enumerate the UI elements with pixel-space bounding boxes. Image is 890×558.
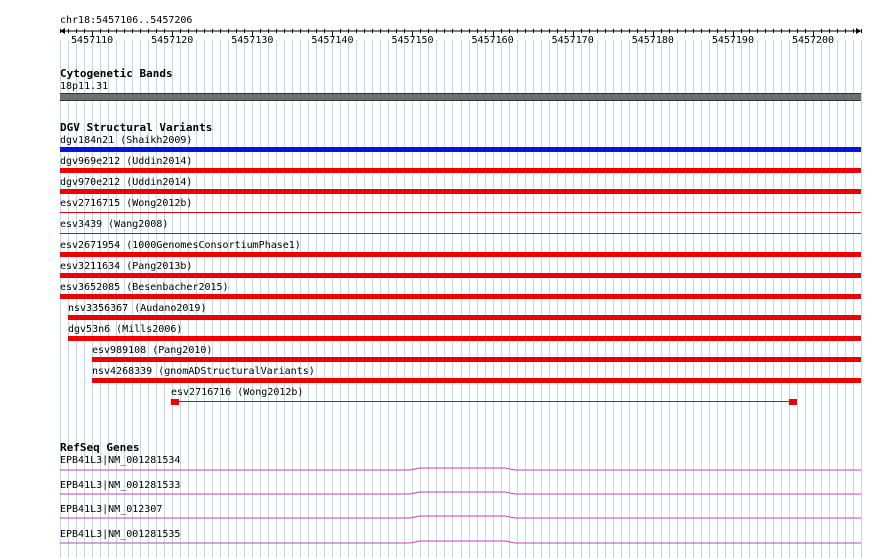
dgv-feature-label: nsv3356367 (Audano2019) [68,303,207,314]
ruler-tick-label: 5457180 [631,35,674,46]
ruler-tick-label: 5457140 [311,35,354,46]
dgv-feature-label: dgv970e212 (Uddin2014) [60,177,193,188]
dgv-track-title: DGV Structural Variants [60,121,213,134]
dgv-feature-label: esv2716716 (Wong2012b) [171,387,304,398]
ruler-tick-label: 5457110 [71,35,114,46]
dgv-feature-label: esv2716715 (Wong2012b) [60,198,193,209]
ruler-tick-label: 5457150 [391,35,434,46]
refseq-track-title: RefSeq Genes [60,441,140,454]
refseq-gene-line [60,492,861,494]
dgv-feature-label: esv3652085 (Besenbacher2015) [60,282,229,293]
dgv-feature-label: nsv4268339 (gnomADStructuralVariants) [92,366,315,377]
refseq-gene-line [60,468,861,470]
ruler-tick-label: 5457130 [231,35,274,46]
region-label: chr18:5457106..5457206 [60,15,193,26]
ruler-tick-label: 5457200 [791,35,835,46]
dgv-feature-label: dgv969e212 (Uddin2014) [60,156,193,167]
dgv-feature-label: dgv184n21 (Shaikh2009) [60,135,193,146]
dgv-feature-label: esv3439 (Wang2008) [60,219,169,230]
refseq-gene-line [60,541,861,543]
refseq-gene-line [60,516,861,518]
dgv-feature-label: esv3211634 (Pang2013b) [60,261,193,272]
cytoband-label: 18p11.31 [60,81,109,92]
refseq-gene-label: EPB41L3|NM_001281533 [60,480,181,491]
refseq-gene-label: EPB41L3|NM_001281535 [60,529,181,540]
dgv-feature-label: esv989108 (Pang2010) [92,345,213,356]
refseq-gene-label: EPB41L3|NM_012307 [60,504,163,515]
cytoband-track-title: Cytogenetic Bands [60,67,173,80]
refseq-gene-label: EPB41L3|NM_001281534 [60,455,181,466]
dgv-feature-label: esv2671954 (1000GenomesConsortiumPhase1) [60,240,301,251]
ruler-tick-label: 5457120 [151,35,194,46]
dgv-feature-label: dgv53n6 (Mills2006) [68,324,183,335]
ruler-tick-label: 5457190 [711,35,754,46]
ruler-tick-label: 5457160 [471,35,514,46]
ruler-tick-label: 5457170 [551,35,594,46]
